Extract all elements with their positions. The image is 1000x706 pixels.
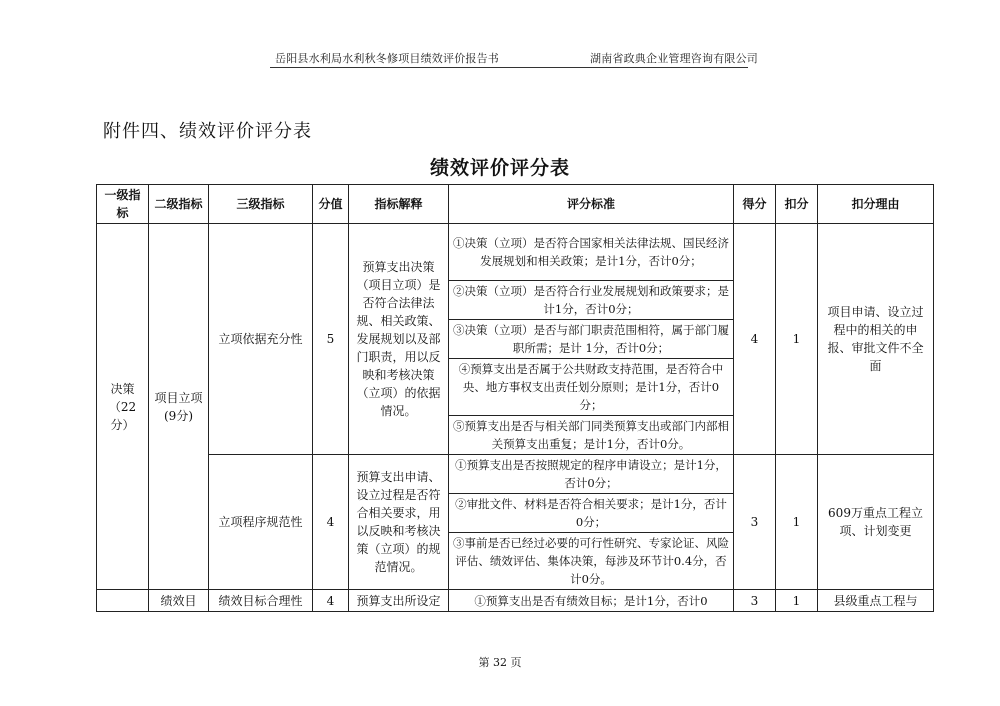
header-level1: 一级指标 [97,185,149,224]
cell-level1-empty [97,590,149,612]
cell-criterion: ①预算支出是否按照规定的程序申请设立；是计1分，否计0分； [449,455,734,494]
header-criteria: 评分标准 [449,185,734,224]
cell-score-value: 4 [313,455,349,590]
cell-score: 3 [734,590,776,612]
cell-deduct: 1 [776,455,818,590]
header-score-value: 分值 [313,185,349,224]
table-title: 绩效评价评分表 [429,157,570,179]
header-company-name: 湖南省政典企业管理咨询有限公司 [590,52,758,65]
header-explanation: 指标解释 [349,185,449,224]
cell-level2-project: 项目立项(9分) [149,224,209,590]
cell-criterion: ②审批文件、材料是否符合相关要求；是计1分，否计0分； [449,494,734,533]
cell-reason: 项目申请、设立过程中的相关的申报、审批文件不全面 [818,224,934,455]
cell-level3: 立项依据充分性 [209,224,313,455]
cell-criterion: ①决策（立项）是否符合国家相关法律法规、国民经济发展规划和相关政策；是计1分，否计0分； [449,224,734,281]
cell-score: 4 [734,224,776,455]
appendix-title: 附件四、绩效评价评分表 [103,121,312,142]
cell-score-value: 5 [313,224,349,455]
cell-criterion: ④预算支出是否属于公共财政支持范围，是否符合中央、地方事权支出责任划分原则；是计1分，否计0分； [449,359,734,416]
cell-level2-target: 绩效目 [149,590,209,612]
cell-level1-decision: 决策（22分） [97,224,149,590]
header-report-title: 岳阳县水利局水利秋冬修项目绩效评价报告书 [275,52,499,65]
cell-criterion: ③事前是否已经过必要的可行性研究、专家论证、风险评估、绩效评估、集体决策，每涉及环节计0.4分，否计0分。 [449,533,734,590]
cell-criterion: ②决策（立项）是否符合行业发展规划和政策要求；是计1分，否计0分； [449,281,734,320]
score-table [96,184,934,612]
header-deduct: 扣分 [776,185,818,224]
header-level2: 二级指标 [149,185,209,224]
header-divider [270,67,748,68]
table-header-row [97,185,934,224]
cell-score-value: 4 [313,590,349,612]
cell-criterion: ①预算支出是否有绩效目标；是计1分，否计0 [449,590,734,612]
cell-explanation: 预算支出所设定 [349,590,449,612]
header-level3: 三级指标 [209,185,313,224]
cell-deduct: 1 [776,590,818,612]
cell-criterion: ③决策（立项）是否与部门职责范围相符，属于部门履职所需；是计 1分，否计0分； [449,320,734,359]
header-score: 得分 [734,185,776,224]
cell-reason: 609万重点工程立项、计划变更 [818,455,934,590]
table-row [97,224,934,281]
cell-level3: 绩效目标合理性 [209,590,313,612]
table-row [97,590,934,612]
header-reason: 扣分理由 [818,185,934,224]
table-row [97,455,934,494]
cell-level3: 立项程序规范性 [209,455,313,590]
cell-explanation: 预算支出决策（项目立项）是否符合法律法规、相关政策、发展规划以及部门职责，用以反映和考核决策（立项）的依据情况。 [349,224,449,455]
cell-deduct: 1 [776,224,818,455]
cell-reason: 县级重点工程与 [818,590,934,612]
cell-score: 3 [734,455,776,590]
page-number: 第 32 页 [478,656,522,669]
cell-explanation: 预算支出申请、设立过程是否符合相关要求，用以反映和考核决策（立项）的规范情况。 [349,455,449,590]
cell-criterion: ⑤预算支出是否与相关部门同类预算支出或部门内部相关预算支出重复；是计1分，否计0分。 [449,416,734,455]
